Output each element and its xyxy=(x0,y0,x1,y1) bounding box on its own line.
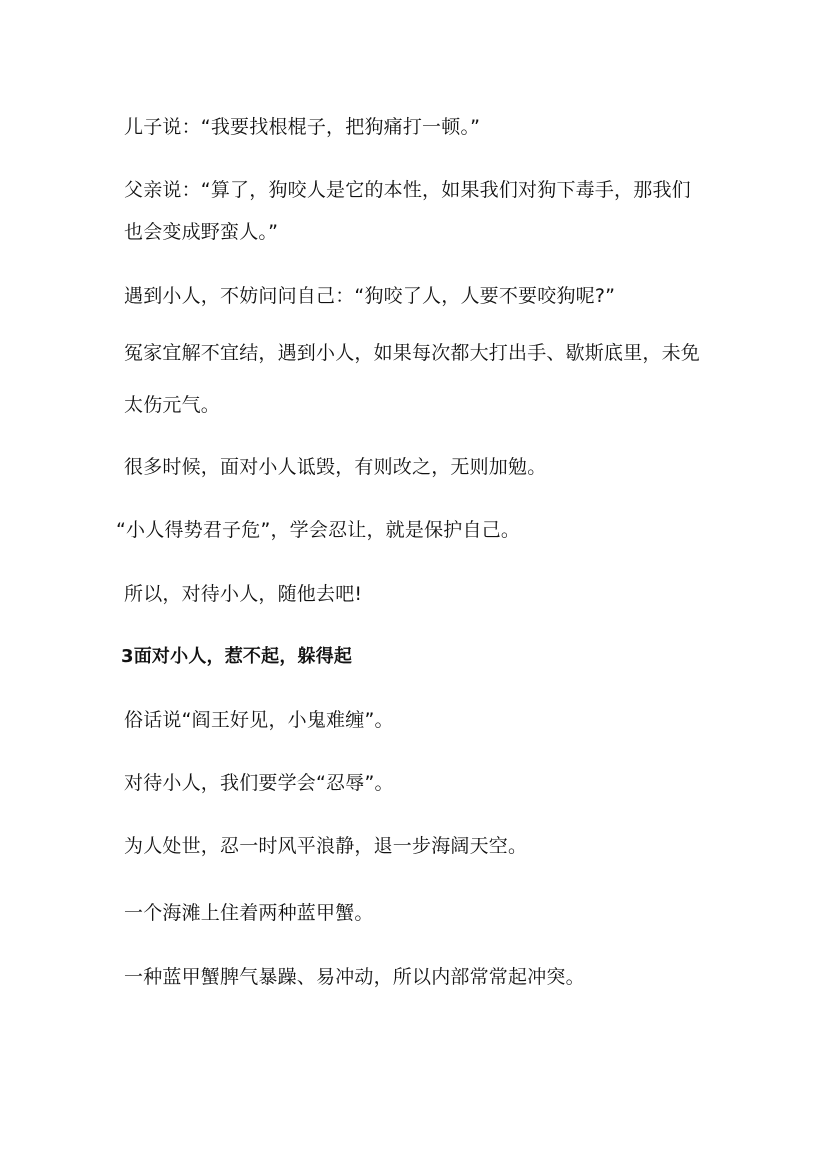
paragraph-line: 遇到小人，不妨问问自己：“狗咬了人，人要不要咬狗呢?” xyxy=(124,285,616,307)
paragraph-line: 俗话说“阎王好见，小鬼难缠”。 xyxy=(124,709,394,731)
paragraph-line: 一种蓝甲蟹脾气暴躁、易冲动，所以内部常常起冲突。 xyxy=(124,966,585,988)
paragraph-line: 也会变成野蛮人。” xyxy=(124,221,279,243)
paragraph-line: 父亲说：“算了，狗咬人是它的本性，如果我们对狗下毒手，那我们 xyxy=(124,179,691,201)
paragraph-line: 儿子说：“我要找根棍子，把狗痛打一顿。” xyxy=(124,116,481,138)
paragraph-line: 一个海滩上住着两种蓝甲蟹。 xyxy=(124,902,374,924)
paragraph-line: 太伤元气。 xyxy=(124,394,221,416)
paragraph-line: 对待小人，我们要学会“忍辱”。 xyxy=(124,772,394,794)
paragraph-line: 很多时候，面对小人诋毁，有则改之，无则加勉。 xyxy=(124,456,547,478)
section-heading: 3面对小人，惹不起，躲得起 xyxy=(121,646,353,667)
paragraph-line: “小人得势君子危”，学会忍让，就是保护自己。 xyxy=(116,519,521,541)
paragraph-line: 冤家宜解不宜结，遇到小人，如果每次都大打出手、歇斯底里，未免 xyxy=(124,342,701,364)
paragraph-line: 所以，对待小人，随他去吧! xyxy=(124,583,363,605)
paragraph-line: 为人处世，忍一时风平浪静，退一步海阔天空。 xyxy=(124,835,528,857)
